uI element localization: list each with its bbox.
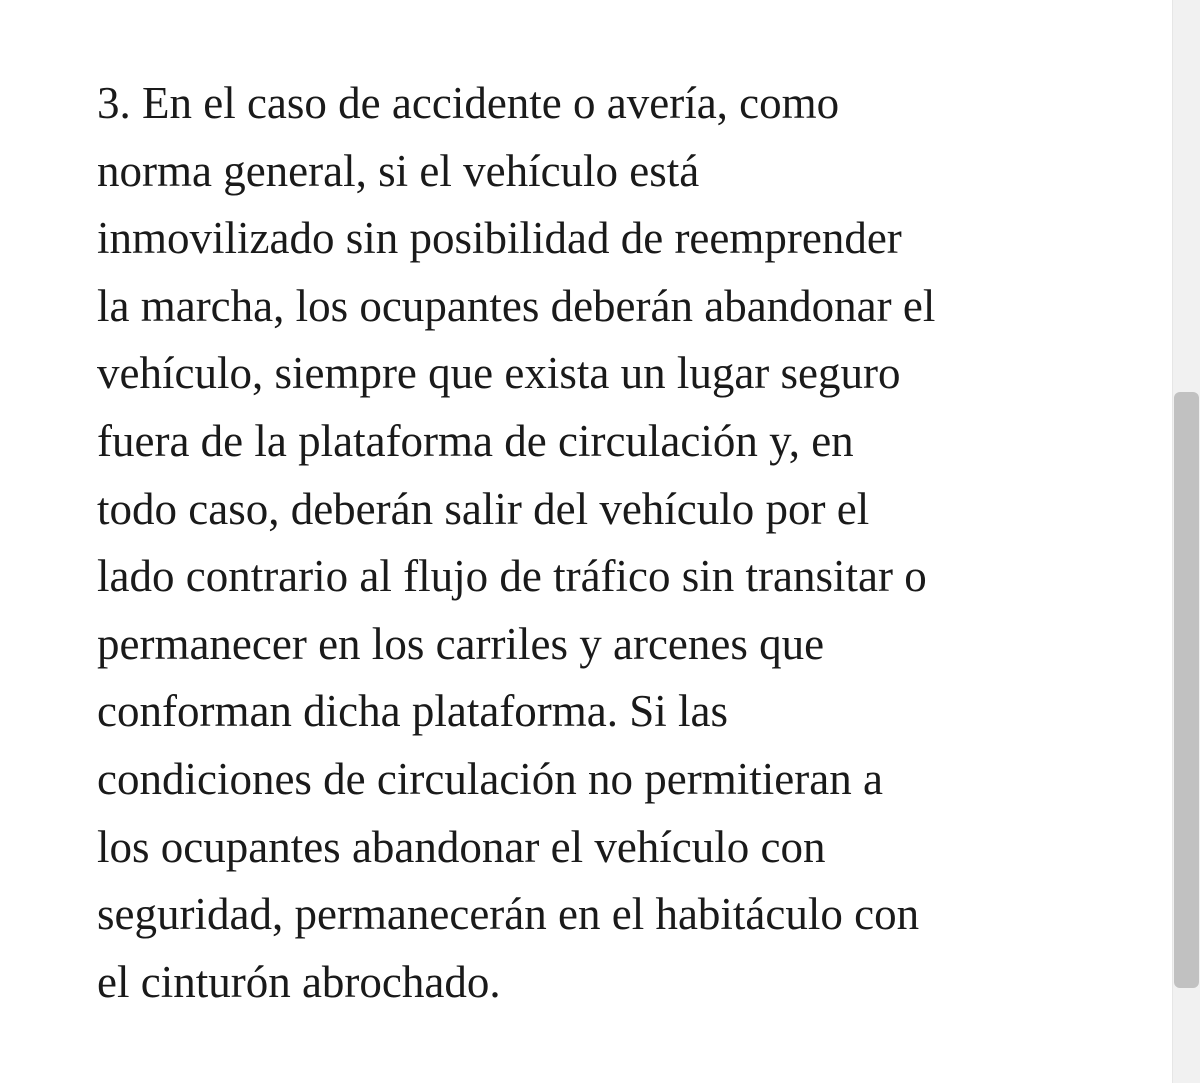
paragraph-line: conforman dicha plataforma. Si las [97, 686, 729, 737]
paragraph-line: condiciones de circulación no permitieran a [97, 753, 883, 804]
paragraph-line: el cinturón abrochado. [97, 956, 501, 1007]
paragraph-line: lado contrario al flujo de tráfico sin transitar o [97, 551, 927, 602]
paragraph-line: la marcha, los ocupantes deberán abandonar el [97, 280, 936, 331]
paragraph-line: los ocupantes abandonar el vehículo con [97, 821, 826, 872]
paragraph-line: norma general, si el vehículo está [97, 145, 700, 196]
vertical-scrollbar-thumb[interactable] [1174, 392, 1199, 988]
paragraph-line: todo caso, deberán salir del vehículo por el [97, 483, 870, 534]
paragraph-line: fuera de la plataforma de circulación y, en [97, 415, 854, 466]
paragraph-line: inmovilizado sin posibilidad de reemprender [97, 213, 902, 264]
article-paragraph [97, 70, 1157, 1016]
paragraph-line: vehículo, siempre que exista un lugar seguro [97, 348, 901, 399]
paragraph-line: permanecer en los carriles y arcenes que [97, 618, 825, 669]
paragraph-line: seguridad, permanecerán en el habitáculo con [97, 889, 920, 940]
paragraph-line: 3. En el caso de accidente o avería, como [97, 78, 840, 128]
